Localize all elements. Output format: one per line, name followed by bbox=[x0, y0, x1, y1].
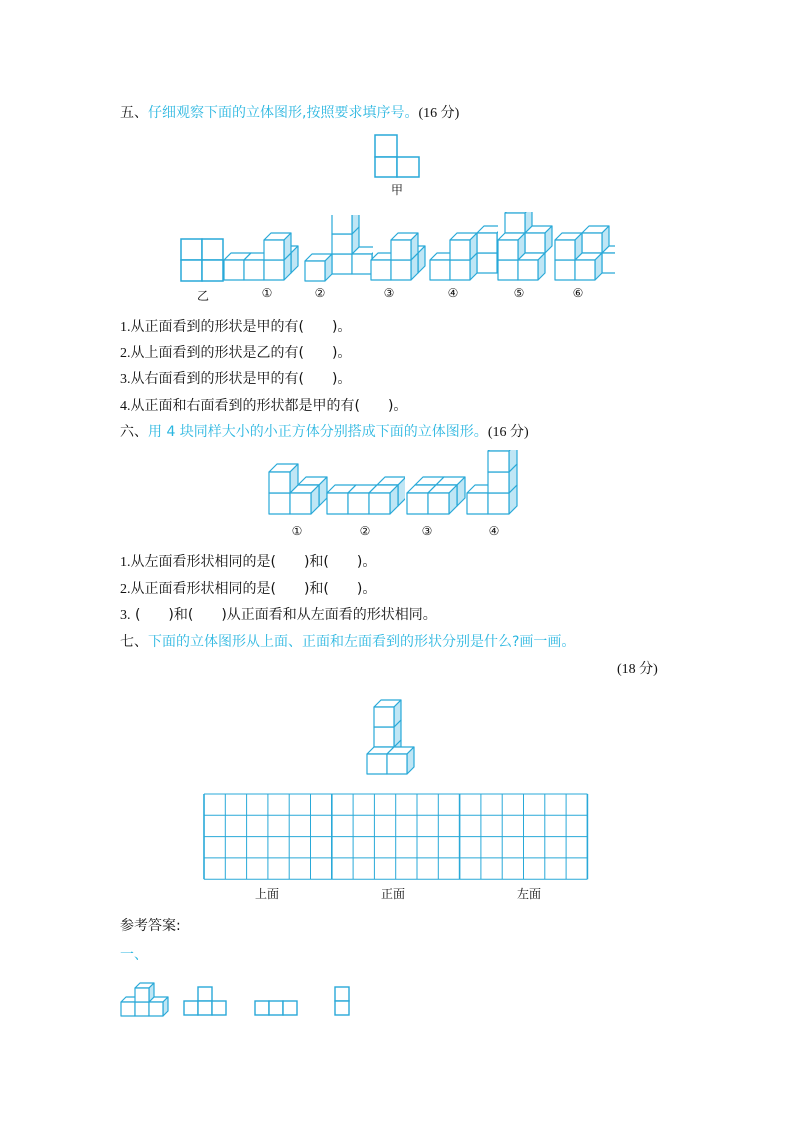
cube bbox=[387, 747, 414, 774]
s6-question-3: 3. ( )和( )从正面看和从左面看的形状相同。 bbox=[120, 607, 437, 623]
cube bbox=[488, 450, 517, 472]
s6-figure-2 bbox=[325, 470, 405, 516]
s6-figure-1 bbox=[267, 458, 329, 516]
s5-question-4: 4.从正面和右面看到的形状都是甲的有( )。 bbox=[120, 398, 408, 414]
cube bbox=[369, 485, 398, 514]
s7-figure bbox=[365, 686, 429, 776]
section5-prefix: 五、 bbox=[120, 105, 148, 121]
cube bbox=[135, 983, 154, 1002]
cube bbox=[477, 226, 498, 253]
cube bbox=[305, 254, 332, 281]
section7-prefix: 七、 bbox=[120, 634, 148, 650]
cube bbox=[374, 700, 401, 727]
s6-figure-3 bbox=[405, 470, 467, 516]
answer-figure-1 bbox=[119, 978, 169, 1018]
drawing-grid[interactable] bbox=[203, 793, 591, 883]
cube bbox=[269, 464, 298, 493]
cube bbox=[555, 233, 582, 260]
section7-score: (18 分) bbox=[617, 662, 658, 677]
section7-heading bbox=[120, 632, 575, 652]
s5-label-3: ③ bbox=[383, 286, 395, 300]
s5-figure-1 bbox=[222, 224, 308, 282]
cube bbox=[525, 226, 552, 253]
answer-figure-2 bbox=[183, 985, 229, 1017]
cube bbox=[428, 485, 457, 514]
s5-figure-2 bbox=[303, 215, 373, 283]
s5-figure-5 bbox=[496, 212, 556, 282]
s5-label-1: ① bbox=[261, 286, 273, 300]
section7-title: 下面的立体图形从上面、正面和左面看到的形状分别是什么?画一画。 bbox=[148, 634, 576, 650]
s5-label-2: ② bbox=[314, 286, 326, 300]
grid-label-left: 左面 bbox=[517, 887, 542, 901]
answer-figure-3 bbox=[254, 999, 300, 1017]
figure-jia-label: 甲 bbox=[390, 183, 403, 197]
s5-label-5: ⑤ bbox=[513, 286, 525, 300]
s5-figure-4 bbox=[428, 220, 498, 282]
s5-question-1: 1.从正面看到的形状是甲的有( )。 bbox=[120, 319, 352, 335]
section6-score: (16 分) bbox=[487, 425, 529, 440]
grid-label-top: 上面 bbox=[255, 887, 280, 901]
s6-label-4: ④ bbox=[488, 524, 500, 538]
s6-label-3: ③ bbox=[421, 524, 433, 538]
s5-label-4: ④ bbox=[447, 286, 459, 300]
figure-jia bbox=[373, 133, 421, 179]
s6-label-2: ② bbox=[359, 524, 371, 538]
s5-figure-3 bbox=[369, 220, 429, 282]
section5-title: 仔细观察下面的立体图形,按照要求填序号。 bbox=[148, 105, 419, 121]
s6-question-1: 1.从左面看形状相同的是( )和( )。 bbox=[120, 554, 377, 570]
section5-heading bbox=[120, 103, 459, 124]
figure-yi bbox=[179, 238, 225, 282]
grid-label-front: 正面 bbox=[381, 887, 406, 901]
s5-question-3: 3.从右面看到的形状是甲的有( )。 bbox=[120, 371, 352, 387]
answers-section1: 一、 bbox=[120, 947, 148, 963]
figure-yi-label: 乙 bbox=[196, 289, 209, 303]
cube bbox=[391, 233, 418, 260]
section6-title: 用 4 块同样大小的小正方体分别搭成下面的立体图形。 bbox=[148, 424, 488, 440]
section5-score: (16 分) bbox=[418, 106, 460, 121]
cube bbox=[498, 233, 525, 260]
s5-question-2: 2.从上面看到的形状是乙的有( )。 bbox=[120, 345, 352, 361]
cube bbox=[450, 233, 477, 260]
cube bbox=[575, 253, 602, 280]
cube bbox=[264, 233, 291, 260]
answer-figure-4 bbox=[334, 985, 352, 1017]
section6-prefix: 六、 bbox=[120, 424, 148, 440]
s6-question-2: 2.从正面看形状相同的是( )和( )。 bbox=[120, 581, 377, 597]
cube bbox=[505, 212, 532, 233]
grid-lines bbox=[204, 794, 587, 879]
answers-title: 参考答案: bbox=[120, 918, 181, 934]
cube bbox=[332, 215, 359, 234]
s5-label-6: ⑥ bbox=[572, 286, 584, 300]
s6-label-1: ① bbox=[291, 524, 303, 538]
s6-figure-4 bbox=[465, 450, 527, 516]
cube bbox=[518, 253, 545, 280]
section6-heading bbox=[120, 422, 529, 443]
s5-figure-6 bbox=[553, 220, 615, 282]
cube bbox=[582, 226, 609, 253]
